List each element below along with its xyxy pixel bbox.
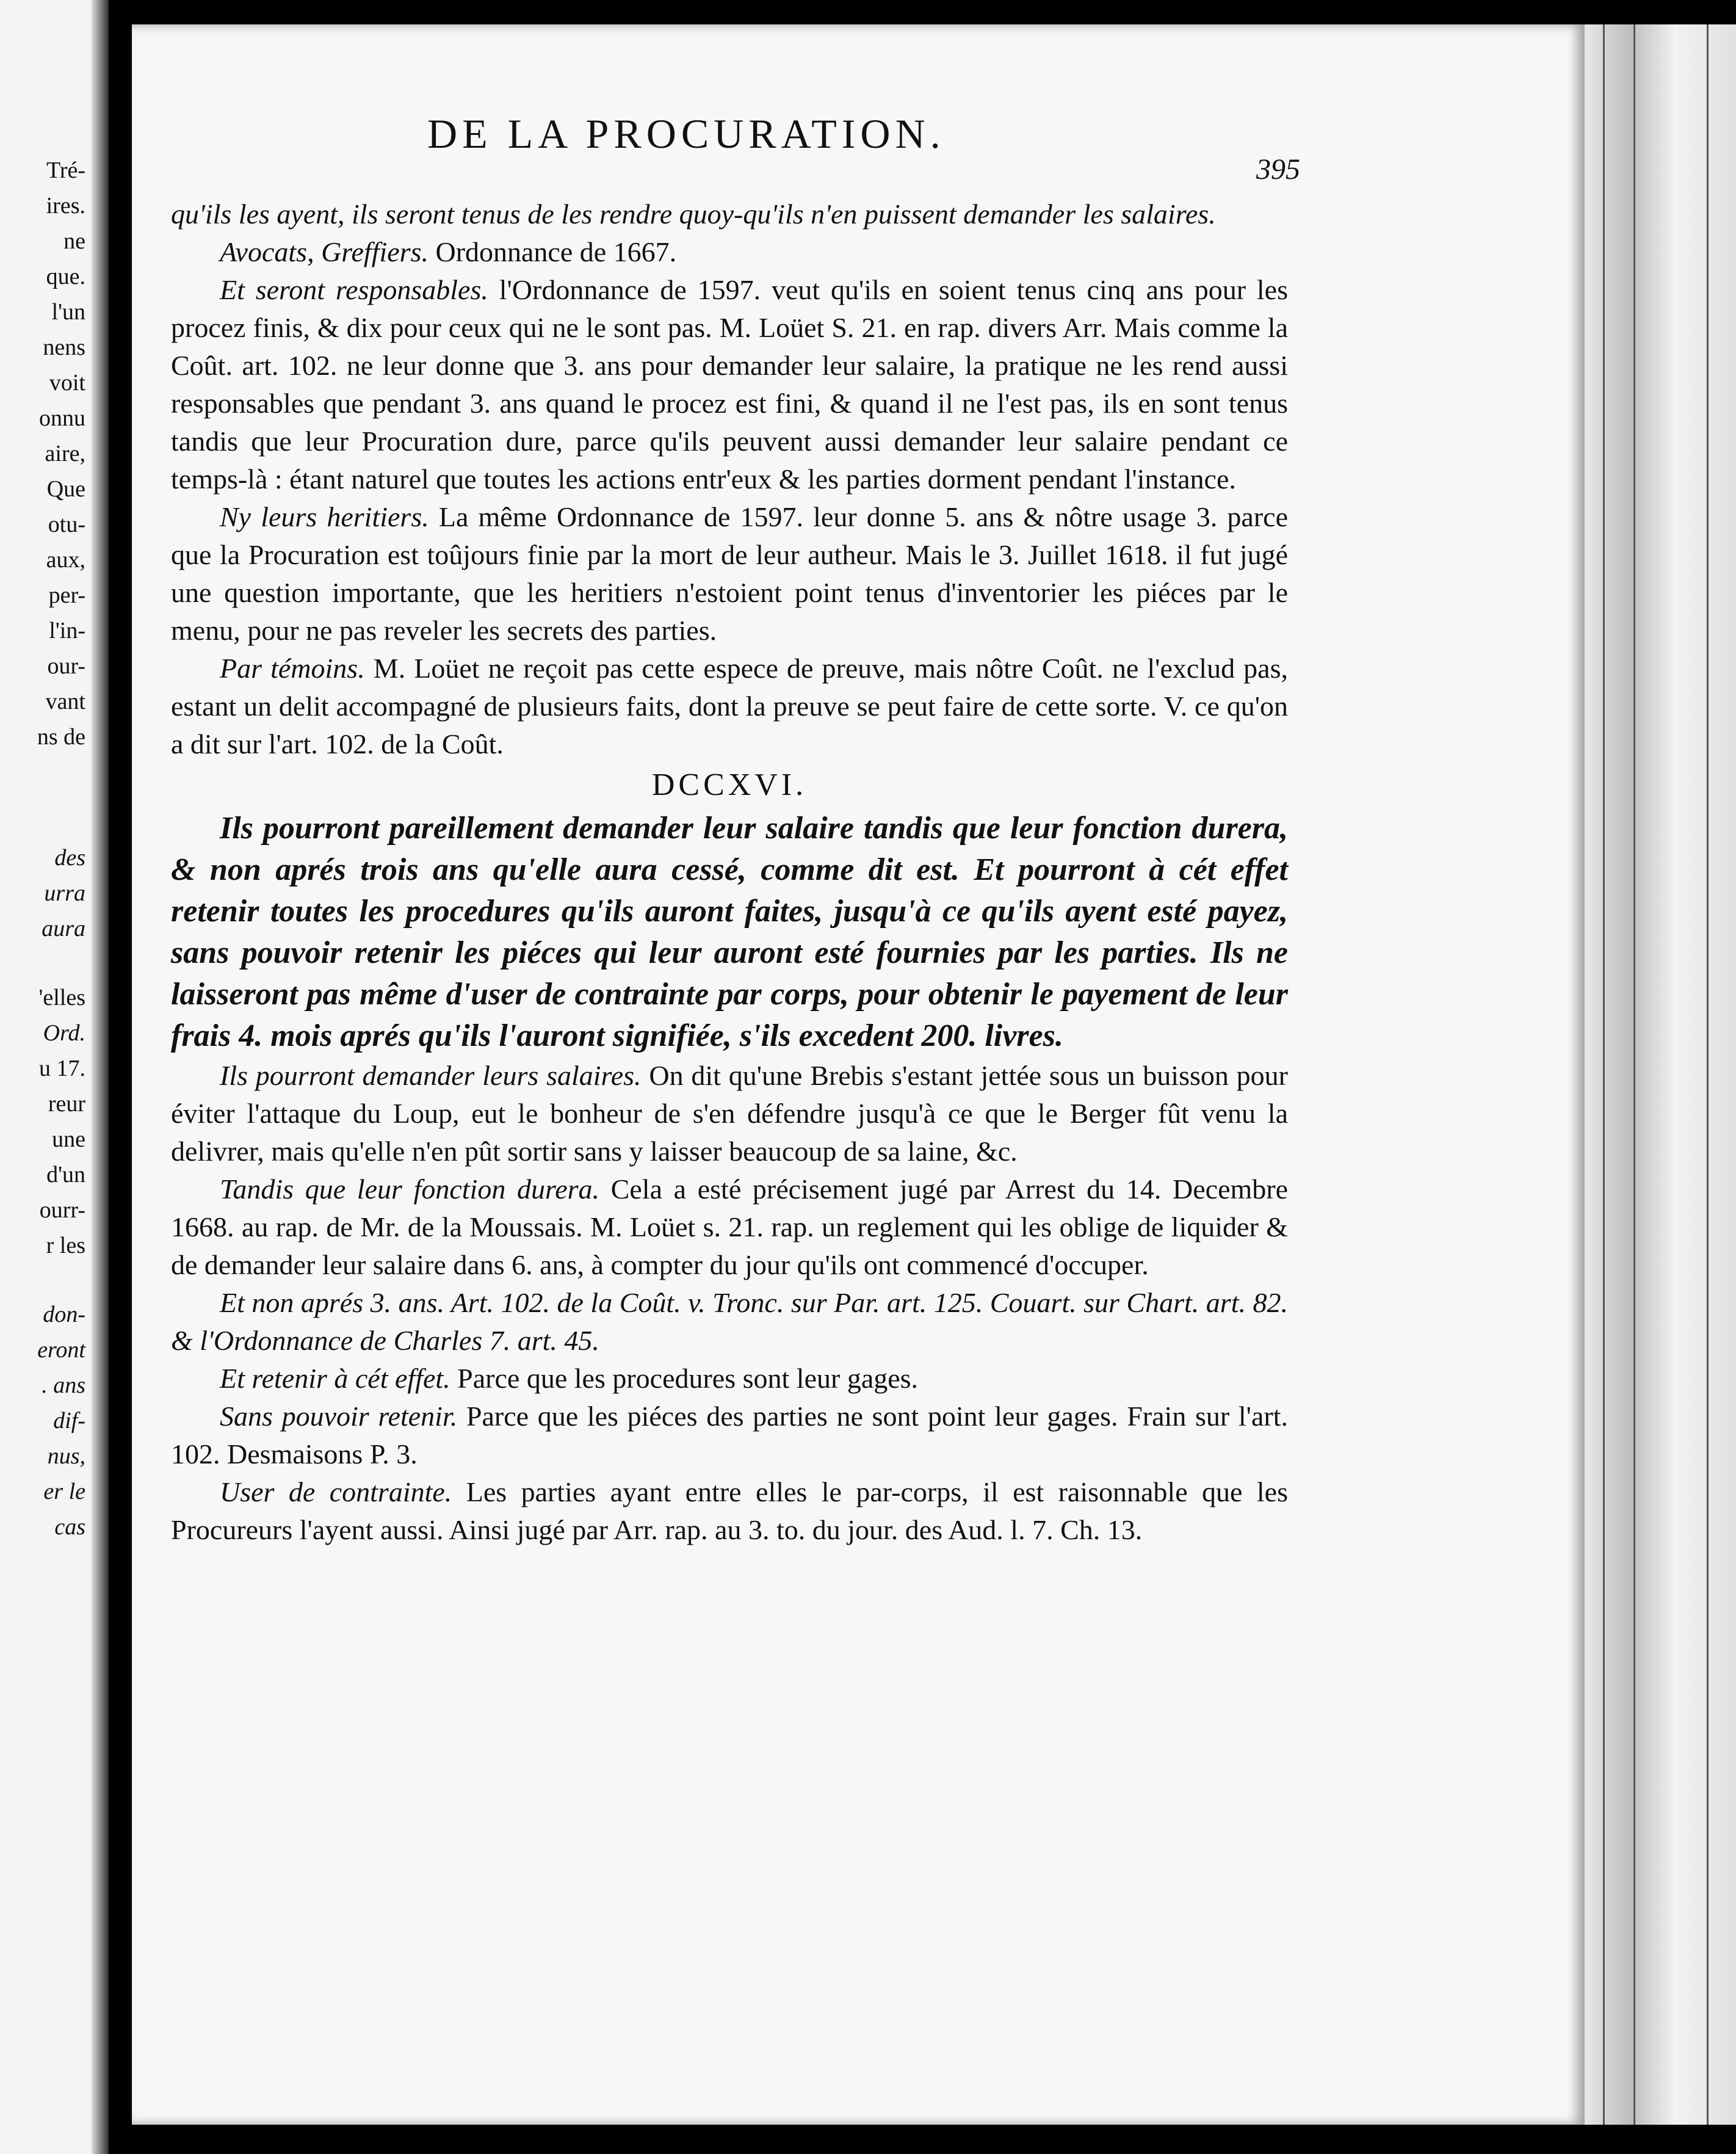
fragment-line: cas (54, 1514, 85, 1540)
note-text: Parce que les piéces des parties ne sont point leur gages. Frain sur l'art. 102. Desmaisons P. 3. (171, 1401, 1288, 1470)
fragment-line: ne (63, 228, 85, 254)
note-lead: User de contrainte. (220, 1476, 452, 1507)
fragment-line: ourr- (39, 1197, 85, 1223)
edge-line (1633, 24, 1635, 2125)
note-lead: Sans pouvoir retenir. (220, 1401, 458, 1432)
fragment-line: voit (49, 370, 85, 396)
note-paragraph (171, 1284, 1288, 1360)
article-number: DCCXVI. (651, 767, 808, 802)
fragment-gap (0, 1263, 85, 1297)
note-paragraph (171, 650, 1288, 763)
note-lead: Et retenir à cét effet. (220, 1363, 450, 1394)
previous-page-fragment (0, 0, 109, 2154)
edge-line (1707, 24, 1709, 2125)
note-text: Ordonnance de 1667. (428, 236, 677, 267)
note-paragraph (171, 1170, 1288, 1284)
note-paragraph (171, 233, 1288, 271)
fragment-line: aura (42, 916, 85, 941)
book-page (132, 24, 1585, 2125)
fragment-line: onnu (39, 405, 85, 431)
fragment-line: vant (45, 689, 85, 714)
note-paragraph (171, 1398, 1288, 1473)
note-lead: Et seront responsables. (220, 274, 488, 305)
note-text: Parce que les procedures sont leur gages. (450, 1363, 919, 1394)
note-text: La même Ordonnance de 1597. leur donne 5. ans & nôtre usage 3. parce que la Procuration est toûjours finie par la mort de leur autheur. Mais le 3. Juillet 1618. il fut jugé une question importante, que les heritiers n'estoient point tenus d'inventorier les piéces par le menu, pour ne pas reveler les secrets des parties. (171, 501, 1288, 646)
fragment-line: une (52, 1126, 85, 1152)
note-text: M. Loüet ne reçoit pas cette espece de preuve, mais nôtre Coût. ne l'exclud pas, estant un delit accompagné de plusieurs faits, dont la preuve se peut faire de cette sorte. V. ce qu'on a dit sur l'art. 102. de la Coût. (171, 653, 1288, 760)
fragment-line: u 17. (39, 1056, 85, 1081)
previous-page-text (0, 153, 85, 1545)
fragment-line: que. (46, 264, 85, 289)
page-edge-shadow (92, 0, 109, 2154)
fragment-line: d'un (46, 1162, 85, 1188)
note-lead: Et non aprés 3. ans. Art. 102. de la Coût. v. Tronc. sur Par. art. 125. Couart. sur Chart. art. 82. & l'Ordonnance de Charles 7. art. 45. (171, 1287, 1288, 1356)
fragment-line: des (54, 845, 85, 871)
note-lead: Avocats, Greffiers. (220, 236, 429, 267)
fragment-line: r les (46, 1233, 85, 1258)
fragment-line: Ord. (43, 1020, 85, 1046)
fragment-line: . ans (42, 1373, 85, 1398)
note-text: On dit qu'une Brebis s'estant jettée sous un buisson pour éviter l'attaque du Loup, eut le bonheur de s'en défendre jusqu'à ce que le Berger fût venu la delivrer, mais qu'elle n'en pût sortir sans y laisser beaucoup de sa laine, &c. (171, 1060, 1288, 1167)
fragment-gap (0, 755, 85, 840)
fragment-line: nus, (47, 1443, 85, 1469)
fragment-line: eront (37, 1337, 85, 1363)
page-content (171, 110, 1300, 1549)
note-lead: Par témoins. (220, 653, 365, 684)
fragment-line: l'in- (49, 618, 85, 644)
note-lead: Ils pourront demander leurs salaires. (220, 1060, 642, 1091)
note-text: Cela a esté précisement jugé par Arrest du 14. Decembre 1668. au rap. de Mr. de la Moussais. M. Loüet s. 21. rap. un reglement qui les oblige de liquider & de demander leur salaire dans 6. ans, à compter du jour qu'ils ont commencé d'occuper. (171, 1173, 1289, 1280)
note-paragraph (171, 271, 1288, 498)
fragment-line: reur (48, 1091, 85, 1117)
note-text: l'Ordonnance de 1597. veut qu'ils en soient tenus cinq ans pour les procez finis, & dix pour ceux qui ne le sont pas. M. Loüet S. 21. en rap. divers Arr. Mais comme la Coût. art. 102. ne leur donne que 3. ans pour demander leur salaire, la pratique ne les rend aussi responsables que pendant 3. ans quand le procez est fini, & quand il ne l'est pas, ils en sont tenus tandis que leur Procuration dure, parce qu'ils peuvent aussi demander leur salaire pendant ce temps-là : étant naturel que toutes les actions entr'eux & les parties dorment pendant l'instance. (171, 274, 1288, 495)
opening-line: qu'ils les ayent, ils seront tenus de les rendre quoy-qu'ils n'en puissent demander les salaires. (171, 198, 1216, 230)
fragment-line: urra (44, 880, 85, 906)
fragment-gap (0, 946, 85, 980)
fragment-line: l'un (51, 299, 85, 325)
fragment-line: aire, (45, 441, 85, 466)
note-paragraph (171, 498, 1288, 650)
note-lead: Tandis que leur fonction durera. (220, 1173, 600, 1205)
note-paragraph (171, 1057, 1288, 1170)
fragment-line: Que (46, 476, 85, 502)
fragment-line: ns de (37, 724, 85, 750)
edge-line (1603, 24, 1605, 2125)
fragment-line: ires. (46, 193, 85, 219)
page-number: 395 (1256, 153, 1300, 186)
note-paragraph (171, 1473, 1288, 1549)
page-header (171, 110, 1300, 195)
page-fore-edge (1585, 24, 1736, 2125)
fragment-line: per- (48, 582, 85, 608)
commentary-block-2 (171, 1057, 1288, 1549)
fragment-line: Tré- (46, 158, 85, 183)
note-text: Les parties ayant entre elles le par-corps, il est raisonnable que les Procureurs l'ayent aussi. Ainsi jugé par Arr. rap. au 3. to. du jour. des Aud. l. 7. Ch. 13. (171, 1476, 1288, 1545)
fragment-line: nens (43, 335, 85, 360)
fragment-line: er le (43, 1479, 85, 1504)
fragment-line: 'elles (38, 985, 85, 1010)
running-head: DE LA PROCURATION. (427, 111, 946, 157)
book-gutter (109, 0, 132, 2154)
fragment-line: aux, (46, 547, 85, 573)
article-body (171, 808, 1288, 1057)
article-paragraph: Ils pourront pareillement demander leur salaire tandis que leur fonction durera, & non aprés trois ans qu'elle aura cessé, comme dit est. Et pourront à cét effet retenir toutes les procedures qu'ils auront faites, jusqu'à ce qu'ils ayent esté payez, sans pouvoir retenir les piéces qui leur auront esté fournies par les parties. Ils ne laisseront pas même d'user de contrainte par corps, pour obtenir le payement de leur frais 4. mois aprés qu'ils l'auront signifiée, s'ils excedent 200. livres. (171, 811, 1288, 1053)
note-paragraph (171, 1360, 1288, 1398)
commentary-block-1 (171, 195, 1288, 763)
fragment-line: our- (47, 653, 85, 679)
note-lead: Ny leurs heritiers. (220, 501, 429, 532)
fragment-line: otu- (48, 512, 85, 537)
fragment-line: don- (43, 1302, 85, 1327)
fragment-line: dif- (53, 1408, 85, 1434)
